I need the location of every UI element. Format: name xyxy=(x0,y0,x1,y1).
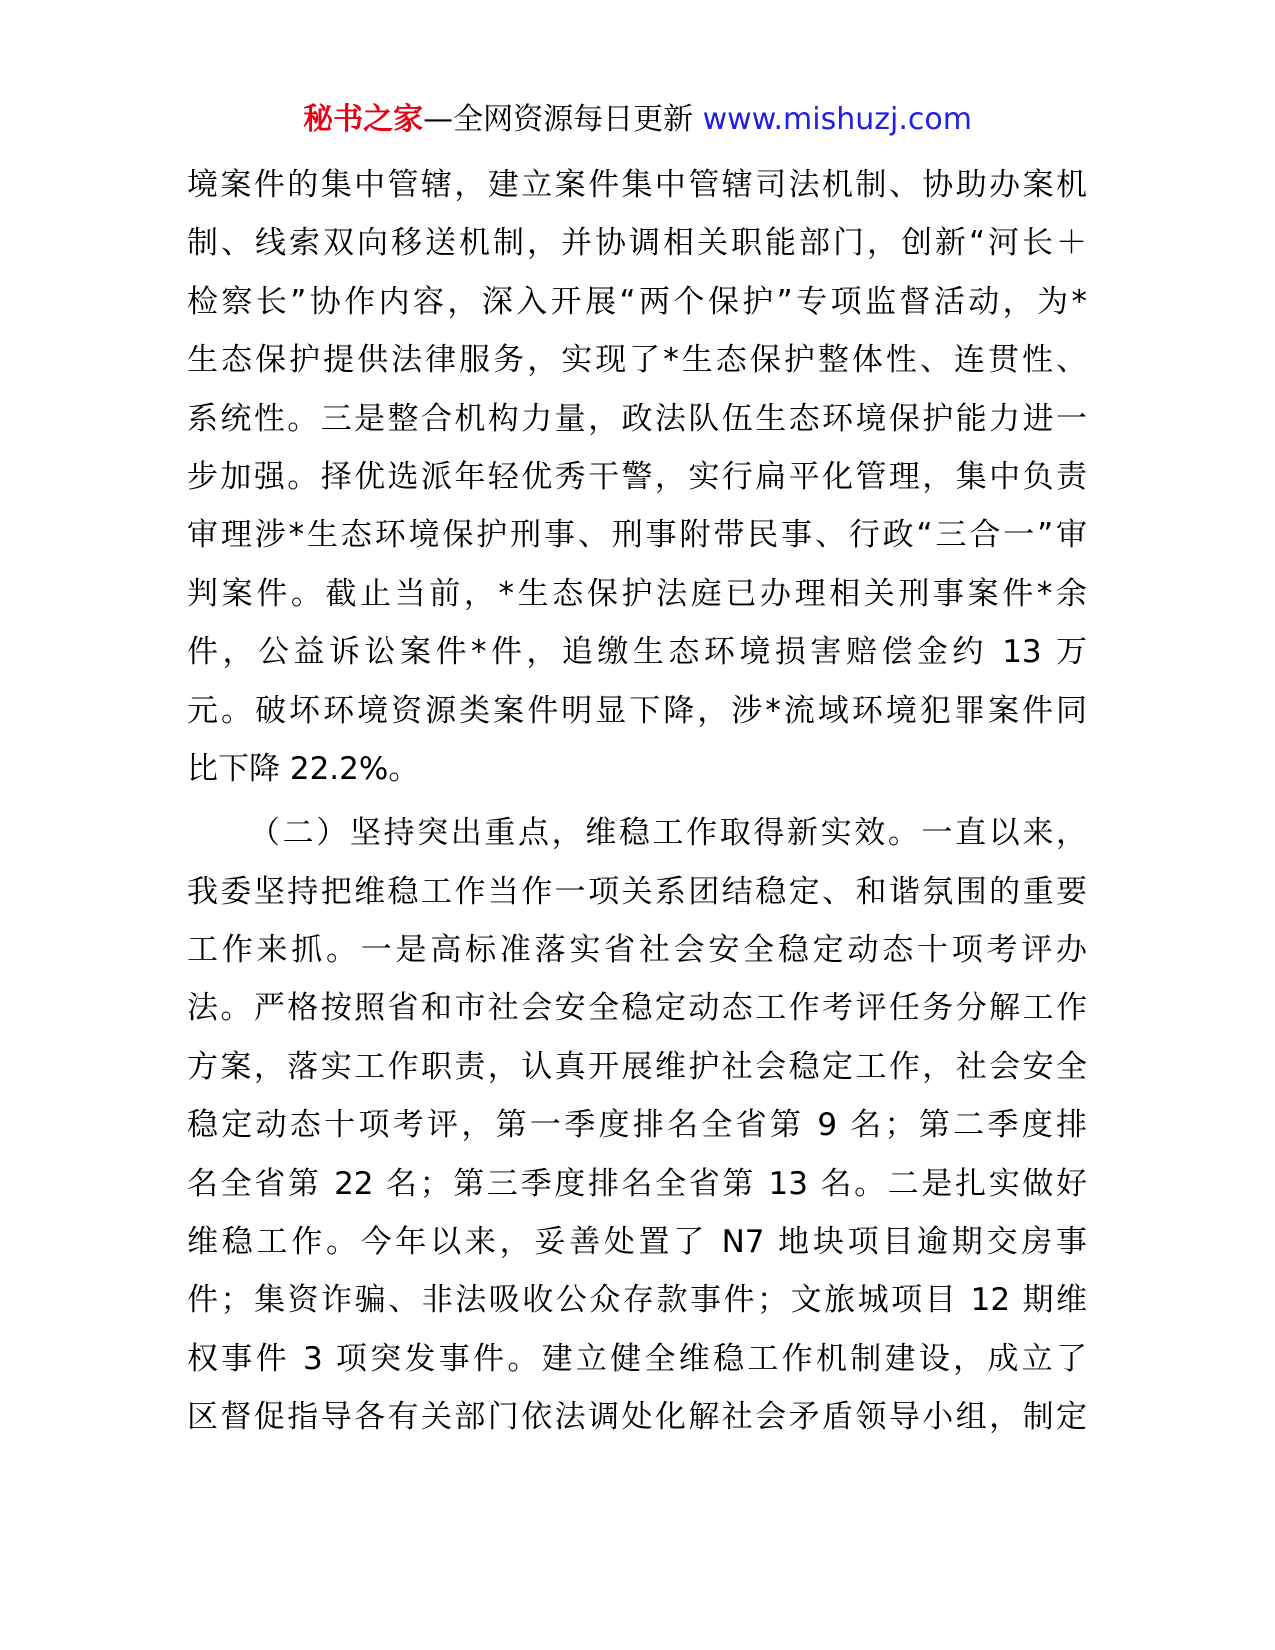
paragraph-line: 件；集资诈骗、非法吸收公众存款事件；文旅城项目 12 期维 xyxy=(187,1282,1087,1319)
site-brand: 秘书之家 xyxy=(303,102,424,137)
paragraph-line: 区督促指导各有关部门依法调处化解社会矛盾领导小组，制定 xyxy=(187,1399,1087,1436)
paragraph-line: 步加强。择优选派年轻优秀干警，实行扁平化管理，集中负责 xyxy=(187,458,1087,495)
paragraph-2 xyxy=(187,804,1087,1446)
paragraph-line: 法。严格按照省和市社会安全稳定动态工作考评任务分解工作 xyxy=(187,990,1087,1027)
paragraph-line: 方案，落实工作职责，认真开展维护社会稳定工作，社会安全 xyxy=(187,1048,1087,1085)
paragraph-line: 件，公益诉讼案件*件，追缴生态环境损害赔偿金约 13 万 xyxy=(187,634,1087,671)
paragraph-line: 工作来抓。一是高标准落实省社会安全稳定动态十项考评办 xyxy=(187,932,1087,969)
paragraph-line: 境案件的集中管辖，建立案件集中管辖司法机制、协助办案机 xyxy=(187,167,1087,203)
site-tagline: —全网资源每日更新 xyxy=(423,102,694,137)
paragraph-line: 制、线索双向移送机制，并协调相关职能部门，创新“河长＋ xyxy=(187,225,1087,262)
paragraph-line: （二）坚持突出重点，维稳工作取得新实效。一直以来， xyxy=(249,815,1087,852)
paragraph-line: 审理涉*生态环境保护刑事、刑事附带民事、行政“三合一”审 xyxy=(187,517,1087,554)
paragraph-line: 生态保护提供法律服务，实现了*生态保护整体性、连贯性、 xyxy=(187,342,1087,379)
page-header xyxy=(0,100,1275,140)
document-body xyxy=(187,156,1087,1447)
paragraph-line: 检察长”协作内容，深入开展“两个保护”专项监督活动，为* xyxy=(187,283,1087,320)
paragraph-line: 判案件。截止当前，*生态保护法庭已办理相关刑事案件*余 xyxy=(187,575,1087,612)
paragraph-line: 比下降 22.2%。 xyxy=(187,750,420,787)
site-url-link[interactable]: www.mishuzj.com xyxy=(702,102,972,137)
paragraph-1 xyxy=(187,156,1087,798)
paragraph-line: 稳定动态十项考评，第一季度排名全省第 9 名；第二季度排 xyxy=(187,1107,1087,1144)
paragraph-line: 维稳工作。今年以来，妥善处置了 N7 地块项目逾期交房事 xyxy=(187,1224,1087,1261)
paragraph-line: 权事件 3 项突发事件。建立健全维稳工作机制建设，成立了 xyxy=(187,1340,1087,1377)
paragraph-line: 元。破坏环境资源类案件明显下降，涉*流域环境犯罪案件同 xyxy=(187,692,1087,729)
paragraph-line: 我委坚持把维稳工作当作一项关系团结稳定、和谐氛围的重要 xyxy=(187,873,1087,910)
paragraph-line: 名全省第 22 名；第三季度排名全省第 13 名。二是扎实做好 xyxy=(187,1165,1087,1202)
paragraph-line: 系统性。三是整合机构力量，政法队伍生态环境保护能力进一 xyxy=(187,400,1087,437)
